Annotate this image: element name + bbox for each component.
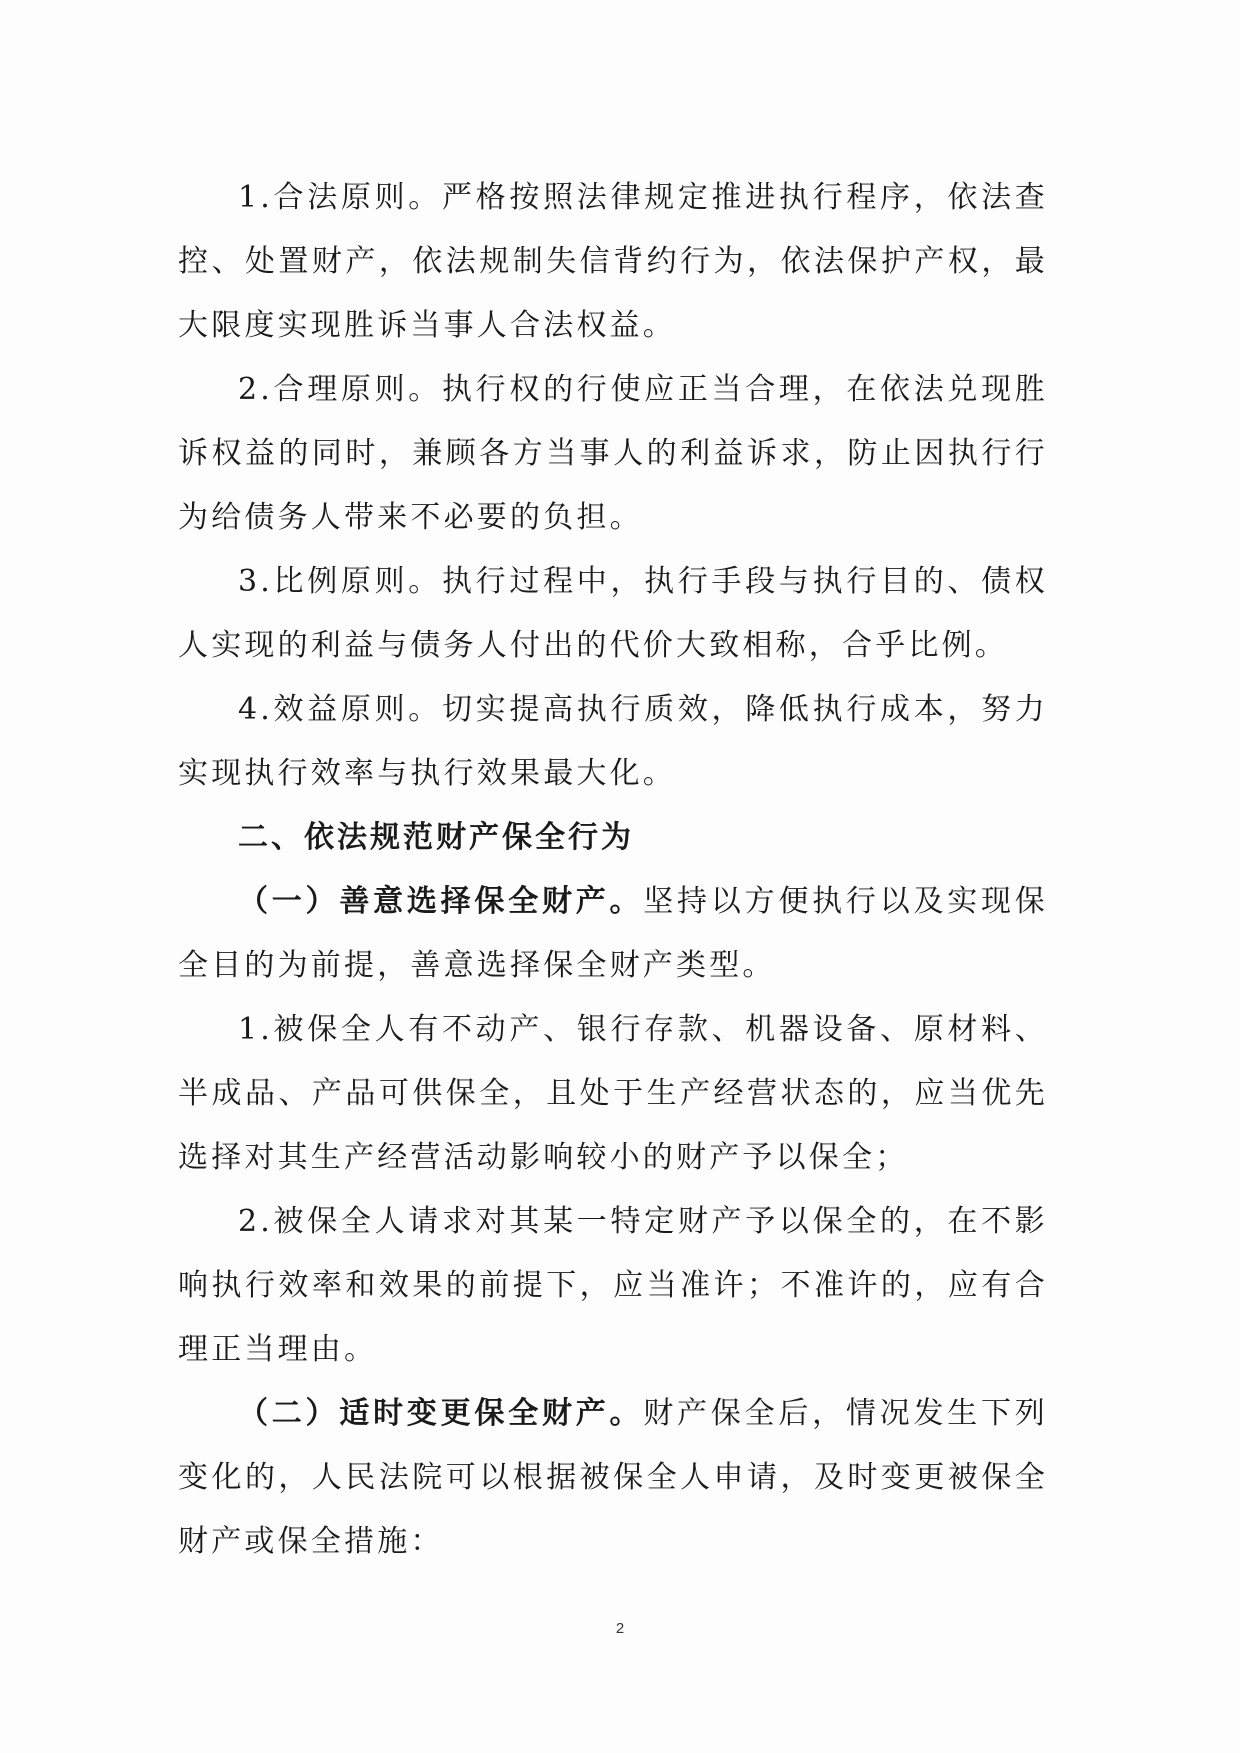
- subsection-change-property-text: 财产保全后，情况发生下列变化的，人民法院可以根据被保全人申请，及时变更被保全财产或保全措施：: [178, 1396, 1048, 1559]
- section-heading: 二、依法规范财产保全行为: [238, 820, 634, 855]
- subsection-change-property-heading: （二）适时变更保全财产。: [238, 1396, 644, 1431]
- subsection-change-property-paragraph: [178, 1382, 1048, 1574]
- page-number: 2: [615, 1620, 625, 1637]
- subsection-select-property-text: 坚持以方便执行以及实现保全目的为前提，善意选择保全财产类型。: [178, 884, 1048, 983]
- list-item: 1.被保全人有不动产、银行存款、机器设备、原材料、半成品、产品可供保全，且处于生产经营状态的，应当优先选择对其生产经营活动影响较小的财产予以保全；: [178, 1012, 1048, 1175]
- principle-legality-paragraph: 1.合法原则。严格按照法律规定推进执行程序，依法查控、处置财产，依法规制失信背约行为，依法保护产权，最大限度实现胜诉当事人合法权益。: [178, 180, 1048, 343]
- subsection-select-property-heading: （一）善意选择保全财产。: [238, 884, 644, 919]
- document-body: [178, 166, 1048, 1574]
- principle-efficiency-paragraph: 4.效益原则。切实提高执行质效，降低执行成本，努力实现执行效率与执行效果最大化。: [178, 692, 1048, 791]
- subsection-select-property-paragraph: [178, 870, 1048, 998]
- principle-proportionality-paragraph: 3.比例原则。执行过程中，执行手段与执行目的、债权人实现的利益与债务人付出的代价大致相称，合乎比例。: [178, 564, 1048, 663]
- list-item: 2.被保全人请求对其某一特定财产予以保全的，在不影响执行效率和效果的前提下，应当准许；不准许的，应有合理正当理由。: [178, 1204, 1048, 1367]
- principle-reasonableness-paragraph: 2.合理原则。执行权的行使应正当合理，在依法兑现胜诉权益的同时，兼顾各方当事人的利益诉求，防止因执行行为给债务人带来不必要的负担。: [178, 372, 1048, 535]
